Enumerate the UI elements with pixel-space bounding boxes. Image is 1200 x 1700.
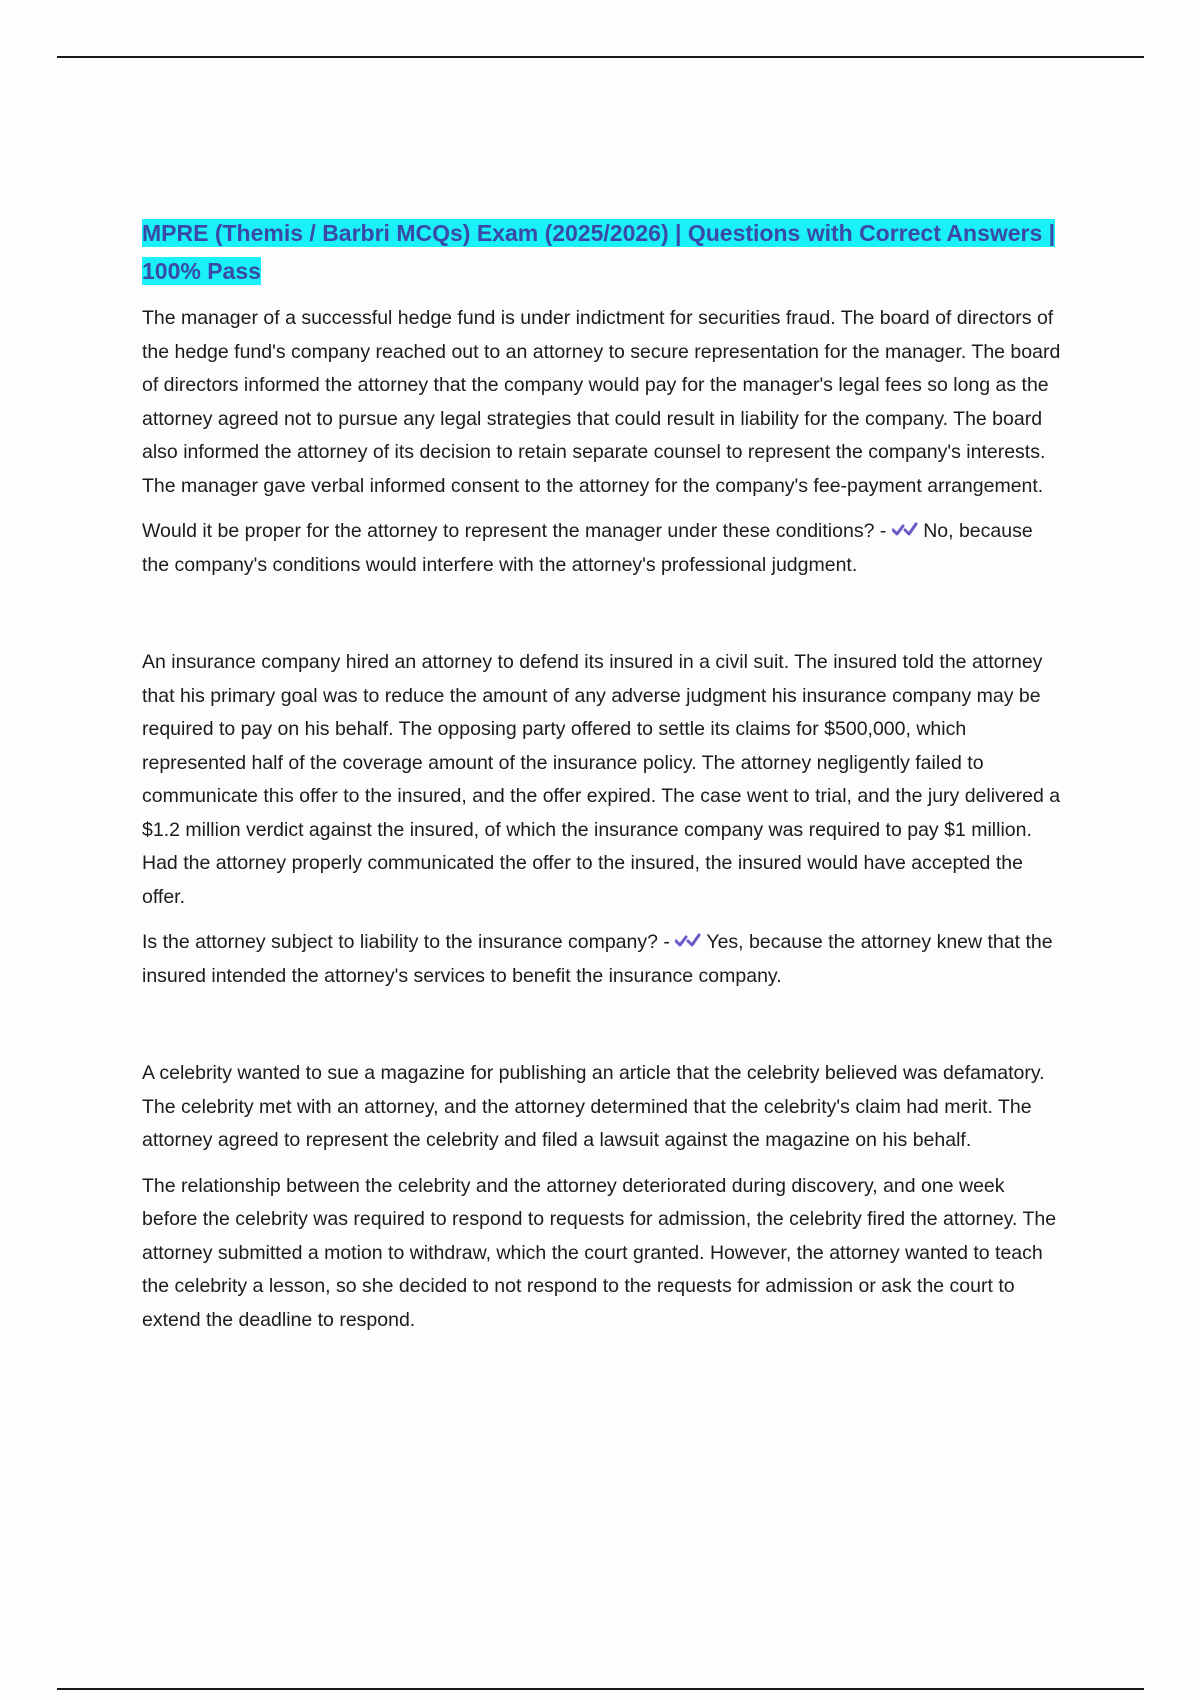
question-2-prompt: Is the attorney subject to liability to the insurance company? - [142,931,670,953]
top-rule [57,56,1144,58]
question-3-continuation: The relationship between the celebrity and the attorney deteriorated during discovery, and one week before the celebrity was required to respond to requests for admission, the celebrity fired the attorney. The attorney submitted a motion to withdraw, which the court granted. However, the attorney wanted to teach the celebrity a lesson, so she decided to not respond to the requests for admission or ask the court to extend the deadline to respond. [142,1174,1057,1331]
title-highlight: MPRE (Themis / Barbri MCQs) Exam (2025/2026) | Questions with Correct Answers | 100% Pass [142,220,1056,284]
double-check-icon [675,930,701,952]
bottom-rule [57,1688,1144,1690]
question-2-qa [142,926,1062,993]
question-1-answer: No, because the company's conditions would interfere with the attorney's professional judgment. [142,520,1033,576]
question-3-scenario: A celebrity wanted to sue a magazine for publishing an article that the celebrity believed was defamatory. The celebrity met with an attorney, and the attorney determined that the celebrity's claim had merit. The attorney agreed to represent the celebrity and filed a lawsuit against the magazine on his behalf. [142,1062,1045,1151]
question-1-scenario: The manager of a successful hedge fund is under indictment for securities fraud. The board of directors of the hedge fund's company reached out to an attorney to secure representation for the manager. The board of directors informed the attorney that the company would pay for the manager's legal fees so long as the attorney agreed not to pursue any legal strategies that could result in liability for the company. The board also informed the attorney of its decision to retain separate counsel to represent the company's interests. The manager gave verbal informed consent to the attorney for the company's fee-payment arrangement. [142,307,1061,497]
double-check-icon [892,519,918,541]
question-1-qa [142,515,1062,582]
question-1-prompt: Would it be proper for the attorney to represent the manager under these conditions? - [142,520,887,542]
question-2-scenario: An insurance company hired an attorney to defend its insured in a civil suit. The insured told the attorney that his primary goal was to reduce the amount of any adverse judgment his insurance company may be required to pay on his behalf. The opposing party offered to settle its claims for $500,000, which represented half of the coverage amount of the insurance policy. The attorney negligently failed to communicate this offer to the insured, and the offer expired. The case went to trial, and the jury delivered a $1.2 million verdict against the insured, of which the insurance company was required to pay $1 million. Had the attorney properly communicated the offer to the insured, the insured would have accepted the offer. [142,651,1061,908]
document-body [142,214,1062,1337]
question-2-answer: Yes, because the attorney knew that the insured intended the attorney's services to benefit the insurance company. [142,931,1053,987]
document-title [142,214,1062,290]
